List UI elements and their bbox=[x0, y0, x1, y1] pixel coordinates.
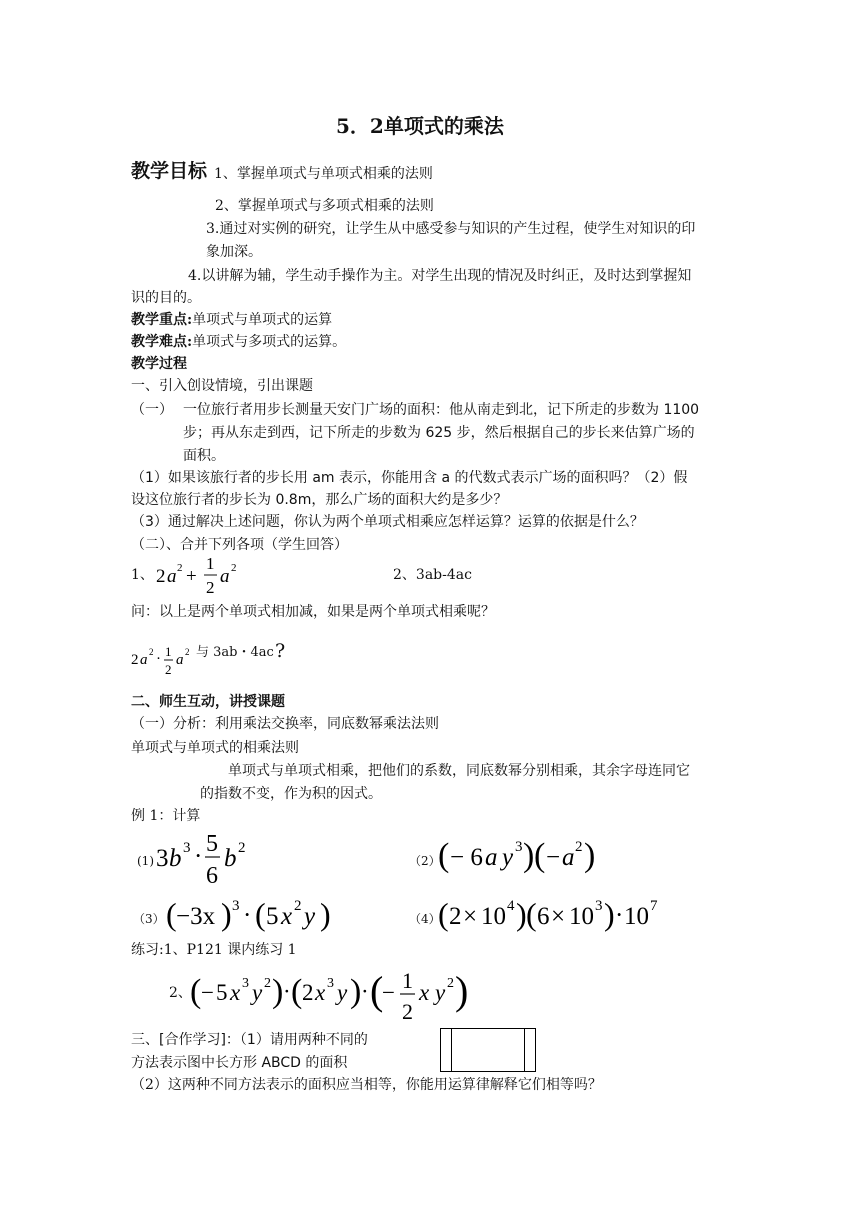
e1-num: 5 bbox=[206, 831, 218, 857]
s1-p2: （二）、合并下列各项（学生回答） bbox=[131, 537, 348, 553]
f2-den: 2 bbox=[165, 662, 172, 677]
e2-lp2: ( bbox=[534, 837, 546, 874]
f1-exp: 2 bbox=[177, 562, 183, 574]
formula-e2 bbox=[438, 832, 598, 878]
e4-c1: 2 bbox=[449, 903, 462, 930]
p2-rp2: ) bbox=[350, 973, 362, 1010]
e3-var-y: y bbox=[304, 903, 316, 930]
p2-minus2: − bbox=[382, 980, 395, 1005]
e2-var-y: y bbox=[502, 844, 514, 871]
f1-var2: a bbox=[220, 566, 230, 587]
figure-divider-right bbox=[524, 1029, 525, 1071]
e4-exp3: 7 bbox=[650, 898, 658, 914]
e2-var-a: a bbox=[485, 844, 498, 871]
e4-label: （4） bbox=[409, 912, 441, 926]
s1-p1-line1: 一位旅行者用步长测量天安门广场的面积：他从南走到北，记下所走的步数为 1100 bbox=[183, 402, 700, 418]
e1-var: b bbox=[169, 845, 182, 872]
e4-times1: × bbox=[463, 903, 478, 930]
s3-line2: 方法表示图中长方形 ABCD 的面积 bbox=[131, 1055, 348, 1071]
f1-var: a bbox=[167, 566, 177, 587]
f2-dot: · bbox=[156, 651, 161, 667]
section2-heading: 二、师生互动，讲授课题 bbox=[131, 694, 285, 710]
e4-dot: · bbox=[615, 902, 624, 929]
rectangle-abcd-figure bbox=[440, 1028, 536, 1072]
e4-ten2: 10 bbox=[569, 903, 594, 930]
p2-dot2: · bbox=[361, 979, 369, 1004]
e1-var2: b bbox=[224, 845, 237, 872]
section3-heading: 三、[合作学习]：（1）请用两种不同的 bbox=[131, 1032, 368, 1048]
s2-analysis: （一）分析：利用乘法交换率，同底数幂乘法法则 bbox=[131, 716, 439, 732]
formula-2a2-plus-half-a2 bbox=[150, 552, 250, 598]
e2-rp2: ) bbox=[584, 837, 596, 874]
s1-p1-num: （一） bbox=[131, 402, 173, 418]
s2-example: 例 1：计算 bbox=[131, 808, 201, 824]
e4-rp2: ) bbox=[604, 896, 615, 932]
difficulty-label: 教学难点: bbox=[131, 334, 193, 350]
p2-y3: y bbox=[435, 980, 446, 1005]
p2-lp2: ( bbox=[291, 973, 303, 1010]
e3-exp2: 2 bbox=[294, 898, 302, 914]
f2-var2: a bbox=[176, 652, 184, 668]
difficulty-text: 单项式与多项式的运算。 bbox=[192, 334, 347, 350]
s2-rule-title: 单项式与单项式的相乘法则 bbox=[131, 740, 299, 756]
p2-lp1: ( bbox=[190, 973, 202, 1010]
e3-inner: −3x bbox=[176, 903, 216, 930]
s1-q1-line1: （1）如果该旅行者的步长用 am 表示，你能用含 a 的代数式表示广场的面积吗？（2）假 bbox=[131, 470, 688, 486]
e4-times2: × bbox=[551, 903, 566, 930]
e4-ten1: 10 bbox=[481, 903, 506, 930]
goal-4a: 4.以讲解为辅，学生动手操作为主。对学生出现的情况及时纠正，及时达到掌握知 bbox=[188, 268, 692, 284]
goal-4b: 识的目的。 bbox=[131, 290, 201, 306]
e4-lp2: ( bbox=[526, 896, 537, 932]
p2-x1e: 3 bbox=[242, 976, 249, 991]
goal-3a: 3.通过对实例的研究，让学生从中感受参与知识的产生过程，使学生对知识的印 bbox=[206, 221, 696, 237]
e2-var-a2: a bbox=[562, 844, 575, 871]
e3-label: （3） bbox=[133, 912, 165, 926]
s2-rule-line2: 的指数不变，作为积的因式。 bbox=[200, 786, 382, 802]
p2-den: 2 bbox=[402, 999, 413, 1024]
p2-x2: x bbox=[315, 980, 326, 1005]
goals-heading: 教学目标 bbox=[131, 160, 208, 182]
e1-den: 6 bbox=[206, 863, 218, 889]
e4-exp2: 3 bbox=[595, 898, 603, 914]
p2-c2: 2 bbox=[302, 980, 314, 1005]
page-title: 5．2单项式的乘法 bbox=[336, 114, 504, 138]
s3-q2: （2）这两种不同方法表示的面积应当相等，你能用运算律解释它们相等吗？ bbox=[131, 1077, 602, 1093]
e2-exp: 3 bbox=[515, 839, 523, 855]
s2-rule-line1: 单项式与单项式相乘，把他们的系数，同底数幂分别相乘，其余字母连同它 bbox=[228, 763, 690, 779]
difficulty-point bbox=[131, 332, 346, 352]
e3-dot: · bbox=[243, 902, 252, 929]
process-heading: 教学过程 bbox=[131, 356, 187, 372]
p2-y1e: 2 bbox=[264, 976, 271, 991]
section1-heading: 一、引入创设情境，引出课题 bbox=[131, 378, 313, 394]
p2-x3: x bbox=[419, 980, 430, 1005]
f1-den: 2 bbox=[206, 578, 215, 597]
e4-rp1: ) bbox=[516, 896, 527, 932]
formula-e4 bbox=[438, 892, 660, 938]
key-text: 单项式与单项式的运算 bbox=[192, 312, 333, 328]
e4-lp1: ( bbox=[438, 896, 449, 932]
e2-coef: − 6 bbox=[450, 844, 483, 871]
p2-y1: y bbox=[252, 980, 263, 1005]
e3-lp2: ( bbox=[255, 896, 266, 932]
e1-coef: 3 bbox=[156, 845, 169, 872]
e2-lp1: ( bbox=[438, 837, 450, 874]
formula-practice2 bbox=[190, 962, 475, 1026]
p2-y2: y bbox=[337, 980, 348, 1005]
f2-var: a bbox=[140, 652, 148, 668]
key-point bbox=[131, 310, 332, 330]
item1-label: 1、 bbox=[131, 567, 154, 583]
f1-num: 1 bbox=[206, 554, 215, 573]
item2: 2、3ab-4ac bbox=[393, 567, 472, 583]
e3-rp2: ) bbox=[320, 896, 331, 932]
f1-coef: 2 bbox=[156, 566, 166, 587]
e4-ten3: 10 bbox=[624, 903, 649, 930]
s1-p1-line2: 步；再从东走到西，记下所走的步数为 625 步，然后根据自己的步长来估算广场的 bbox=[183, 425, 695, 441]
e2-minus: − bbox=[546, 844, 561, 871]
product-question: ? bbox=[275, 640, 286, 662]
e3-exp: 3 bbox=[232, 898, 240, 914]
f1-plus: + bbox=[186, 566, 197, 587]
e3-var-x: x bbox=[281, 903, 293, 930]
f1-exp2: 2 bbox=[231, 562, 237, 574]
p2-dot1: · bbox=[283, 979, 291, 1004]
practice-line: 练习:1、P121 课内练习 1 bbox=[131, 942, 297, 958]
f2-exp: 2 bbox=[149, 647, 154, 657]
formula-product-intro bbox=[128, 636, 198, 682]
p2-x2e: 3 bbox=[327, 976, 334, 991]
p2-x1: x bbox=[230, 980, 241, 1005]
p2-rp3: ) bbox=[455, 968, 469, 1013]
product-mid-text: 与 3ab・4ac bbox=[196, 645, 274, 660]
e1-exp: 3 bbox=[183, 840, 191, 856]
goal-3b: 象加深。 bbox=[206, 244, 262, 260]
e4-exp1: 4 bbox=[507, 898, 515, 914]
e2-exp2: 2 bbox=[575, 839, 583, 855]
e1-label: (1) bbox=[137, 854, 154, 868]
p2-num: 1 bbox=[402, 968, 413, 993]
e3-rp1: ) bbox=[221, 896, 232, 932]
formula-e1 bbox=[154, 826, 264, 890]
s1-ask: 问：以上是两个单项式相加减，如果是两个单项式相乘呢？ bbox=[131, 604, 495, 620]
practice-2-label: 2、 bbox=[169, 985, 192, 1001]
goal-2: 2、掌握单项式与多项式相乘的法则 bbox=[215, 198, 434, 214]
e2-label: （2） bbox=[409, 854, 441, 868]
key-label: 教学重点: bbox=[131, 312, 193, 328]
figure-divider-left bbox=[451, 1029, 452, 1071]
p2-y3e: 2 bbox=[447, 976, 454, 991]
goal-1: 1、掌握单项式与单项式相乘的法则 bbox=[214, 166, 433, 182]
p2-minus: − bbox=[201, 980, 214, 1005]
s1-q3: （3）通过解决上述问题，你认为两个单项式相乘应怎样运算？运算的依据是什么？ bbox=[131, 514, 644, 530]
f2-num: 1 bbox=[165, 644, 172, 659]
e4-c2: 6 bbox=[537, 903, 550, 930]
f2-exp2: 2 bbox=[185, 647, 190, 657]
p2-rp1: ) bbox=[272, 973, 284, 1010]
e1-dot: · bbox=[194, 843, 203, 870]
e2-rp1: ) bbox=[523, 837, 535, 874]
e3-lp1: ( bbox=[166, 896, 177, 932]
e3-coef: 5 bbox=[266, 903, 279, 930]
formula-e3 bbox=[166, 892, 336, 938]
p2-c1: 5 bbox=[216, 980, 228, 1005]
s1-q1-line2: 设这位旅行者的步长为 0.8m，那么广场的面积大约是多少？ bbox=[131, 492, 508, 508]
e1-exp2: 2 bbox=[238, 840, 246, 856]
f2-coef: 2 bbox=[131, 652, 139, 668]
s1-p1-line3: 面积。 bbox=[183, 448, 225, 464]
p2-lp3: ( bbox=[370, 968, 384, 1013]
